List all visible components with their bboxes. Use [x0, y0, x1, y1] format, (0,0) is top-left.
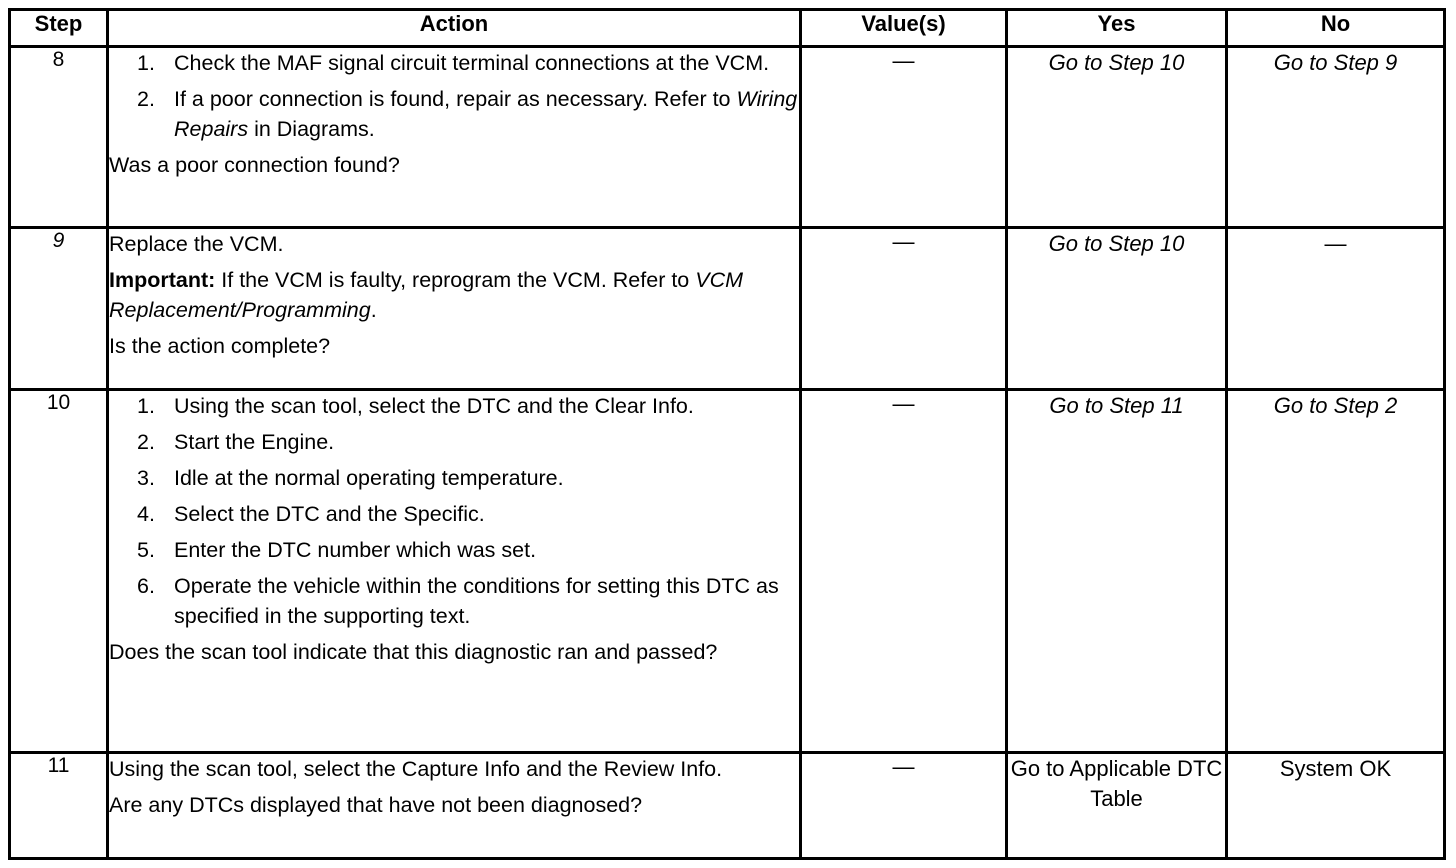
- important-text: If the VCM is faulty, reprogram the VCM. Refer to: [215, 268, 696, 292]
- list-text: Idle at the normal operating temperature.: [174, 466, 564, 490]
- table-row: [10, 228, 1445, 390]
- no-cell: Go to Step 2: [1227, 390, 1445, 753]
- list-item: [137, 84, 799, 144]
- no-cell: —: [1227, 228, 1445, 390]
- action-question: Does the scan tool indicate that this diagnostic ran and passed?: [109, 640, 718, 664]
- action-cell: [108, 753, 801, 859]
- diagnostic-table: [8, 8, 1446, 860]
- list-number: 6.: [137, 574, 155, 598]
- action-question: Is the action complete?: [109, 334, 331, 358]
- list-item: [137, 48, 799, 78]
- table-row: [10, 753, 1445, 859]
- no-cell: Go to Step 9: [1227, 47, 1445, 228]
- value-cell: [801, 753, 1007, 859]
- step-number: 9: [10, 228, 108, 390]
- value-cell: [801, 390, 1007, 753]
- table-row: [10, 390, 1445, 753]
- yes-cell: Go to Step 10: [1007, 228, 1227, 390]
- value-cell: [801, 47, 1007, 228]
- list-item: [137, 391, 799, 421]
- list-text-part: If a poor connection is found, repair as necessary. Refer to: [174, 87, 737, 111]
- value-dash: —: [892, 391, 915, 416]
- wiring-repairs-reference: Wiring Repairs: [174, 87, 798, 141]
- list-text-part: in Diagrams.: [248, 117, 375, 141]
- list-text: Operate the vehicle within the conditions for setting this DTC as specified in the supporting text.: [174, 574, 779, 628]
- header-no: No: [1227, 10, 1445, 47]
- list-text: Select the DTC and the Specific.: [174, 502, 485, 526]
- list-number: 3.: [137, 466, 155, 490]
- list-number: 4.: [137, 502, 155, 526]
- step-number: 11: [10, 753, 108, 859]
- step-number: 10: [10, 390, 108, 753]
- yes-cell: Go to Step 11: [1007, 390, 1227, 753]
- step-number: 8: [10, 47, 108, 228]
- action-question: Was a poor connection found?: [109, 153, 400, 177]
- list-number: 5.: [137, 538, 155, 562]
- value-dash: —: [892, 754, 915, 779]
- value-cell: [801, 228, 1007, 390]
- action-line: Using the scan tool, select the Capture Info and the Review Info.: [109, 757, 723, 781]
- list-item: [137, 499, 799, 529]
- list-text: Using the scan tool, select the DTC and the Clear Info.: [174, 394, 694, 418]
- list-number: 1.: [137, 394, 155, 418]
- list-text: [174, 84, 799, 144]
- action-line: Replace the VCM.: [109, 232, 284, 256]
- list-number: 2.: [137, 430, 155, 454]
- important-label: Important:: [109, 268, 216, 292]
- value-dash: —: [892, 48, 915, 73]
- table-row: [10, 47, 1445, 228]
- action-question: Are any DTCs displayed that have not been diagnosed?: [109, 793, 643, 817]
- yes-cell: Go to Step 10: [1007, 47, 1227, 228]
- list-item: [137, 463, 799, 493]
- vcm-replacement-reference: VCM Replacement/Programming: [109, 268, 744, 322]
- action-cell: [108, 390, 801, 753]
- important-note: [109, 265, 799, 325]
- yes-cell: Go to Applicable DTC Table: [1007, 753, 1227, 859]
- list-text: Check the MAF signal circuit terminal connections at the VCM.: [174, 51, 770, 75]
- list-number: 1.: [137, 51, 155, 75]
- important-end: .: [370, 298, 377, 322]
- header-action: Action: [108, 10, 801, 47]
- list-item: [137, 535, 799, 565]
- action-cell: [108, 228, 801, 390]
- header-yes: Yes: [1007, 10, 1227, 47]
- table-header-row: [10, 10, 1445, 47]
- header-values: Value(s): [801, 10, 1007, 47]
- no-cell: System OK: [1227, 753, 1445, 859]
- list-number: 2.: [137, 87, 155, 111]
- list-item: [137, 427, 799, 457]
- value-dash: —: [892, 229, 915, 254]
- list-text: Start the Engine.: [174, 430, 335, 454]
- action-cell: [108, 47, 801, 228]
- list-item: [137, 571, 799, 631]
- header-step: Step: [10, 10, 108, 47]
- list-text: Enter the DTC number which was set.: [174, 538, 537, 562]
